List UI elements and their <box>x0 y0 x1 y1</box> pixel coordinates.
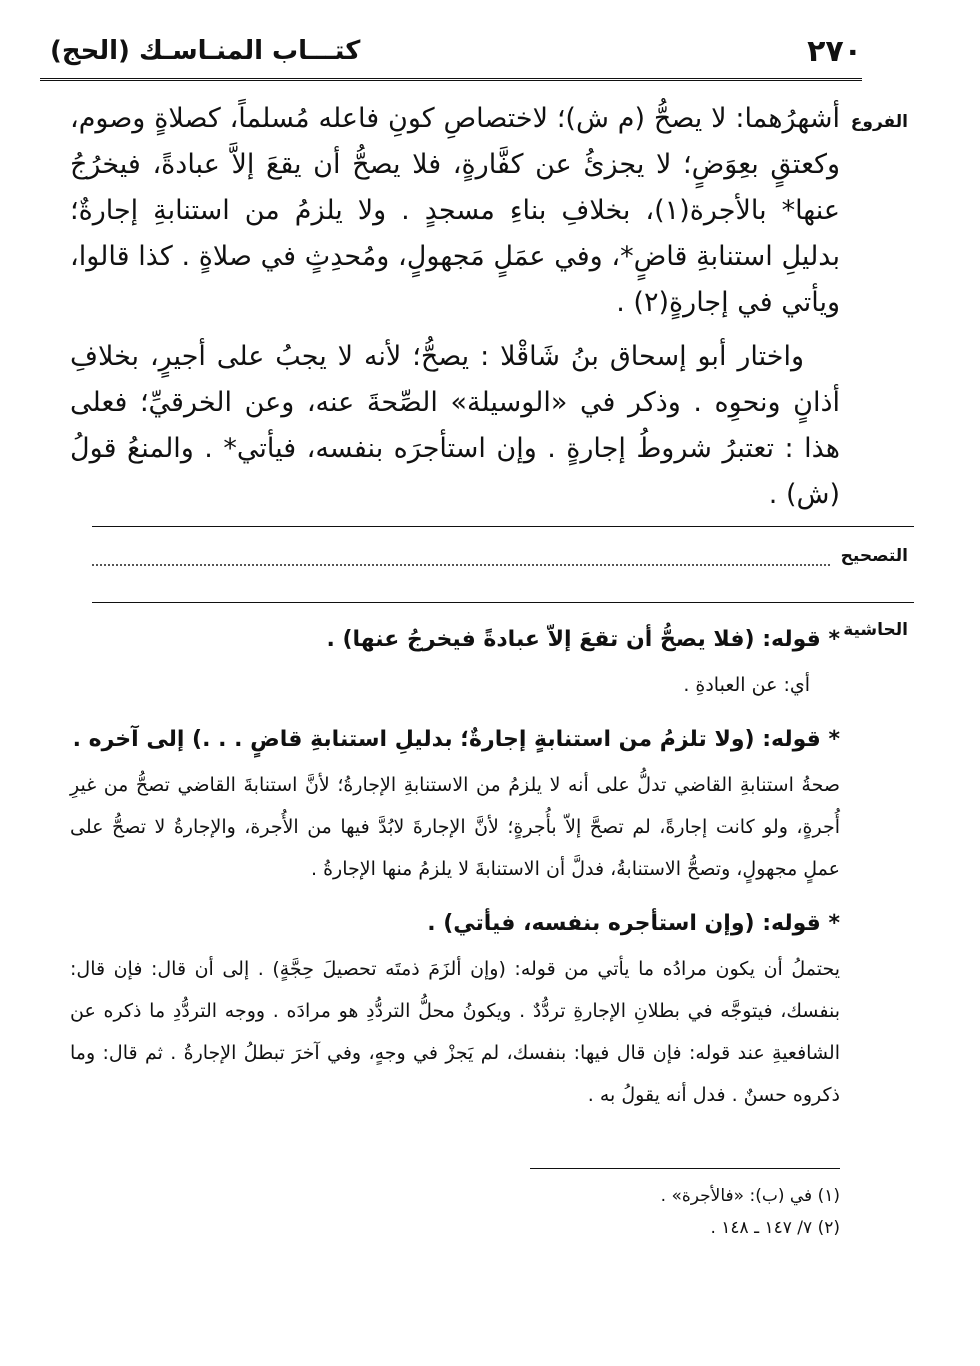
hashiya-entry-head: * قوله: (وإن استأجره بنفسه، فيأتي) . <box>427 911 840 936</box>
page-header <box>40 34 862 78</box>
main-text <box>70 96 840 518</box>
label-tashih: التصحيح <box>840 546 908 566</box>
main-paragraph-1: أشهرُهما: لا يصحُّ (م ش)؛ لاختصاصِ كونِ فاعله مُسلماً، كصلاةٍ وصوم، وكعتقٍ بعِوَضٍ؛ لا يجزئُ عن كفَّارةٍ، فلا يصحُّ أن يقعَ إلاَّ عبادةً، فيخرُجُ عنها* بالأجرة(١)، بخلافِ بناءِ مسجدٍ . ولا يلزمُ من استنابةِ إجارةٌ؛ بدليلِ استنابةِ قاضٍ*، وفي عمَلٍ مَجهولٍ، ومُحدِثٍ في صلاةٍ . كذا قالوا، ويأتي في إجارةٍ(٢) . <box>70 103 840 318</box>
hashiya-entry-body: يحتملُ أن يكون مرادُه ما يأتي من قوله: (وإن ألزَمَ ذمتَه تحصيلَ حِجَّةٍ) . إلى أن قال: فإن قال: بنفسك، فيتوجَّه في بطلانِ الإجارةِ تردُّدٌ . ويكونُ محلُّ التردُّدِ هو مرادَه . ووجه التردُّدِ ما ذكره عن الشافعيةِ عند قوله: فإن قال فيها: بنفسك، لم يَجزْ في وجهٍ، وفي آخرَ تبطلُ الإجارةُ . ثم قال: وما ذكروه حسنٌ . فدل أنه يقولُ به . <box>70 958 840 1106</box>
divider-bottom <box>92 602 914 603</box>
main-paragraph-2: واختار أبو إسحاق بنُ شَاقْلا : يصحُّ؛ لأنه لا يجبُ على أجيرٍ، بخلافِ أذانٍ ونحوِه . وذكر في «الوسيلة» الصِّحةَ عنه، وعن الخرقيِّ؛ فعلى هذا : تعتبرُ شروطُ إجارةٍ . وإن استأجرَه بنفسه، فيأتي* . والمنعُ قولُ (ش) . <box>70 341 840 510</box>
footnote-1: (١) في (ب): «فالأجرة» . <box>660 1186 840 1206</box>
hashiya-entry <box>70 720 840 890</box>
tashih-dotted-line <box>92 564 830 566</box>
footnote-2: (٢) ٧/ ١٤٧ ـ ١٤٨ . <box>710 1218 840 1238</box>
footnotes <box>300 1180 840 1244</box>
hashiya-entry <box>70 620 840 706</box>
label-furu: الفروع <box>850 112 908 132</box>
hashiya-section <box>70 620 840 1130</box>
hashiya-entry <box>70 904 840 1116</box>
book-title: كتـــاب المنـاسـك (الحج) <box>50 36 361 66</box>
divider-top <box>92 526 914 527</box>
hashiya-entry-head: * قوله: (فلا يصحُّ أن تقعَ إلاّ عبادةً فيخرجُ عنها) . <box>326 627 840 652</box>
hashiya-entry-body: صحةُ استنابةِ القاضي تدلُّ على أنه لا يلزمُ من الاستنابةِ الإجارةُ؛ لأنَّ استنابةَ القاضي تصحُّ من غيرِ أُجرةٍ، ولو كانت إجارةً، لم تصحَّ إلاّ بأُجرةٍ؛ لأنَّ الإجارةَ لابُدَّ فيها من الأُجرة، والإجارةُ لا تصحُّ على عملٍ مجهولٍ، وتصحُّ الاستنابةُ، فدلَّ أن الاستنابةَ لا يلزمُ منها الإجارةُ . <box>70 774 840 880</box>
header-rule <box>40 78 862 81</box>
hashiya-entry-body: أي: عن العبادةِ . <box>683 674 810 696</box>
footnote-rule <box>530 1168 840 1169</box>
label-hashiya: الحاشية <box>843 620 908 640</box>
page-number: ٢٧٠ <box>807 34 862 69</box>
hashiya-entry-head: * قوله: (ولا تلزمُ من استنابةٍ إجارةٌ؛ بدليلِ استنابةِ قاضٍ . . .) إلى آخره . <box>72 727 840 752</box>
